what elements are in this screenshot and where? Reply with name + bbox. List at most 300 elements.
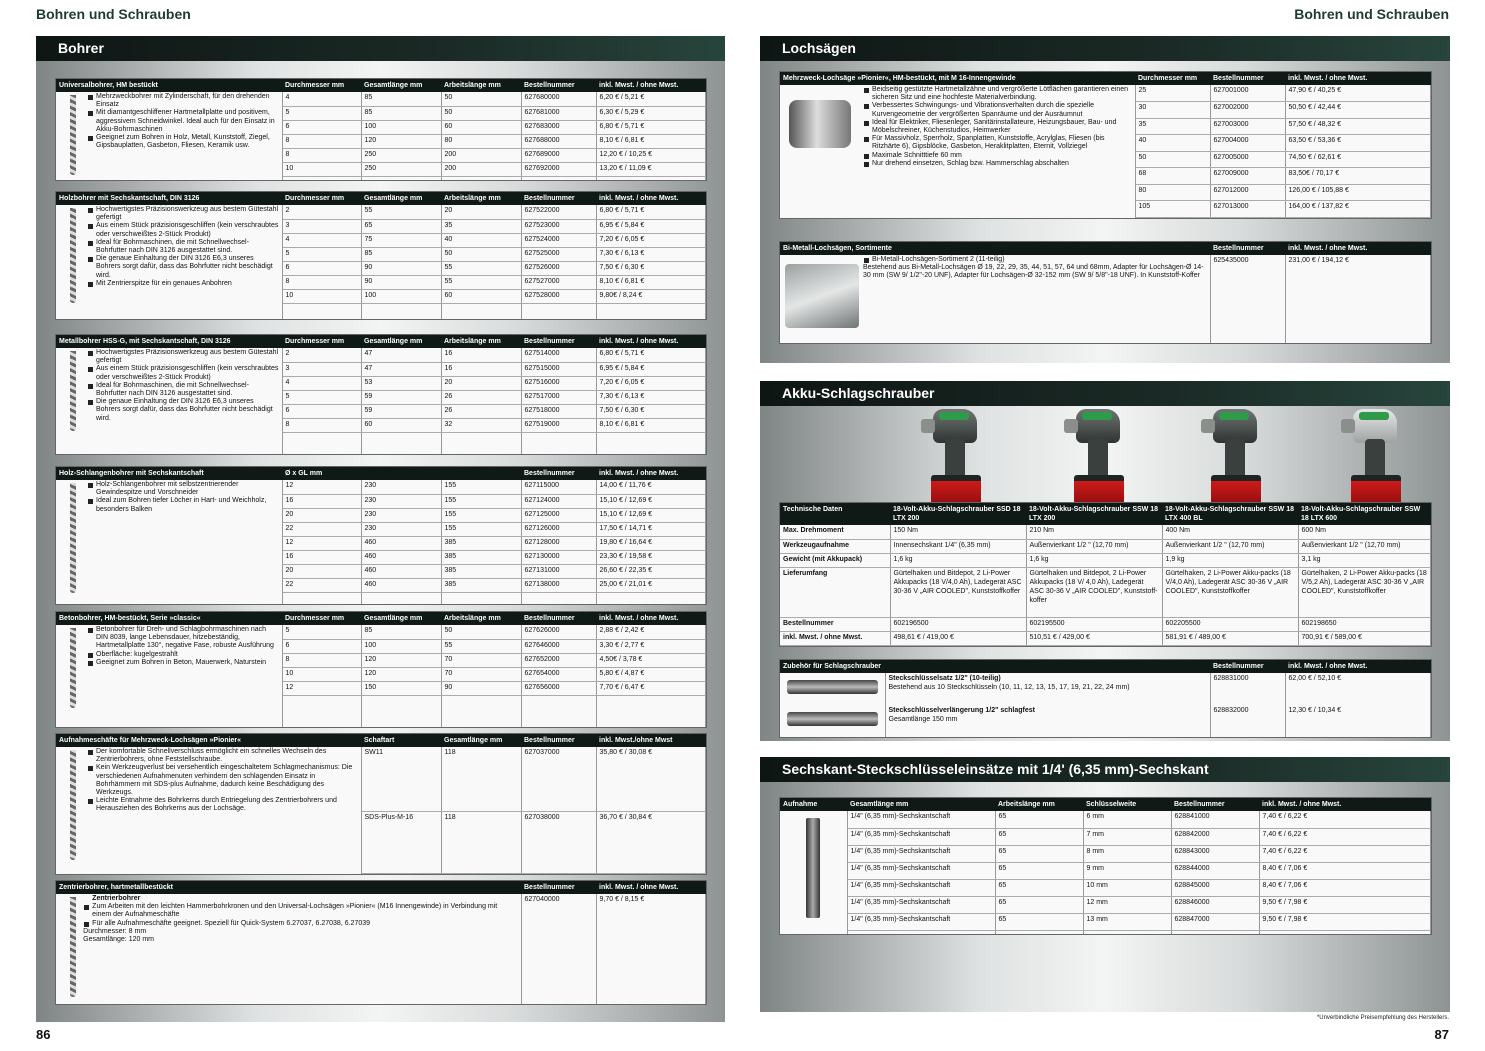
table-cell: 628845000 — [1171, 879, 1259, 896]
table-cell: 627126000 — [521, 522, 596, 536]
filler-cell — [282, 176, 361, 180]
table-cell: 118 — [441, 811, 521, 873]
table-cell: 4,50€ / 3,78 € — [596, 653, 706, 667]
table-cell: 627516000 — [521, 376, 596, 390]
table-row — [780, 631, 1431, 645]
filler-cell — [521, 592, 596, 604]
table-cell: 627002000 — [1210, 102, 1285, 119]
bullet-list — [87, 626, 279, 667]
table-cell: 65 — [995, 913, 1083, 930]
column-header: Mehrzweck-Lochsäge »Pionier«, HM-bestückt, mit M 16-Innengewinde — [780, 72, 1135, 85]
table-cell: 3,30 € / 2,77 € — [596, 639, 706, 653]
column-header: inkl. Mwst. / ohne Mwst. — [1285, 660, 1431, 673]
table-cell: 627526000 — [521, 261, 596, 275]
bullet-item: Mit diamantgeschliffener Hartmetallplatte und positivem, aggressivem Schneidwinkel. Ideal auch für den Einsatz in Akku-Bohrmaschinen — [87, 109, 279, 134]
column-header: Schaftart — [361, 734, 441, 747]
table-cell: 7,30 € / 6,13 € — [596, 390, 706, 404]
table-row — [780, 705, 1431, 737]
table-cell: 13,20 € / 11,09 € — [596, 162, 706, 176]
table-universalbohrer — [55, 78, 707, 181]
table-cell: 250 — [361, 162, 441, 176]
table-cell: 7,50 € / 6,30 € — [596, 404, 706, 418]
table-cell: 47,90 € / 40,25 € — [1285, 85, 1431, 102]
table-cell: 12 — [282, 681, 361, 695]
table-cell: 13 mm — [1083, 913, 1171, 930]
bullet-item: Aus einem Stück präzisionsgeschliffen (kein verschraubtes oder verschweißtes 2-Stück Produkt) — [87, 365, 279, 381]
spec-value: 510,51 € / 429,00 € — [1026, 631, 1162, 645]
bullet-item: Ideal für Bohrmaschinen, die mit Schnellwechsel-Bohrfutter nach DIN 3126 ausgestattet sind. — [87, 382, 279, 398]
table-cell: 7,50 € / 6,30 € — [596, 261, 706, 275]
product-description — [56, 205, 282, 319]
product-description — [56, 92, 282, 180]
bullet-list — [87, 481, 279, 514]
table-cell: 15,10 € / 12,69 € — [596, 494, 706, 508]
column-header: Bestellnummer — [1210, 72, 1285, 85]
table-cell: 80 — [1135, 184, 1210, 201]
table-cell: 627652000 — [521, 653, 596, 667]
table-cell: 625435000 — [1210, 255, 1285, 343]
table-cell: 7,70 € / 6,47 € — [596, 681, 706, 695]
bullet-item: Ideal für Bohrmaschinen, die mit Schnellwechsel-Bohrfutter nach DIN 3126 ausgestattet sind. — [87, 239, 279, 255]
filler-cell — [596, 592, 706, 604]
table-cell: 8 — [282, 653, 361, 667]
column-header: Arbeitslänge mm — [995, 798, 1083, 811]
column-header: Gesamtlänge mm — [361, 612, 441, 625]
table-cell: 5 — [282, 106, 361, 120]
table-cell: 8,40 € / 7,06 € — [1259, 879, 1431, 896]
table-cell: 627005000 — [1210, 151, 1285, 168]
table-cell: 4 — [282, 92, 361, 106]
table-cell: 627009000 — [1210, 168, 1285, 185]
table-cell: 627518000 — [521, 404, 596, 418]
bullet-item: Mehrzweckbohrer mit Zylinderschaft, für den drehenden Einsatz — [87, 93, 279, 109]
product-description — [780, 85, 1135, 217]
table-cell: 35,80 € / 30,08 € — [596, 747, 706, 811]
table-cell: 20 — [441, 376, 521, 390]
table-cell: 59 — [361, 404, 441, 418]
table-cell: 68 — [1135, 168, 1210, 185]
spec-value: 602195500 — [1026, 617, 1162, 631]
description-wrap — [59, 206, 279, 288]
table-cell: 6,30 € / 5,29 € — [596, 106, 706, 120]
section-title-bohrer: Bohrer — [36, 36, 725, 61]
column-header — [361, 467, 441, 480]
table-cell: 22 — [282, 578, 361, 592]
bullet-item: Geeignet zum Bohren in Holz, Metall, Kunststoff, Ziegel, Gipsbauplatten, Gasbeton, Fliesen, Keramik usw. — [87, 134, 279, 150]
table-cell: 7,20 € / 6,05 € — [596, 376, 706, 390]
table-cell: 9,70 € / 8,15 € — [596, 894, 706, 1004]
table-cell: 627125000 — [521, 508, 596, 522]
table-cell: 70 — [441, 667, 521, 681]
column-header: Arbeitslänge mm — [441, 79, 521, 92]
column-header: Durchmesser mm — [282, 79, 361, 92]
spec-value: 150 Nm — [890, 525, 1026, 539]
description-wrap — [783, 256, 1207, 336]
drill-shape — [70, 351, 76, 431]
spec-value: 602205500 — [1162, 617, 1298, 631]
left-page-number: 86 — [36, 1027, 51, 1042]
accessory-image — [780, 705, 885, 737]
table-cell: 460 — [361, 536, 441, 550]
filler-cell — [361, 176, 441, 180]
spec-value: 602196500 — [890, 617, 1026, 631]
kit-contents: Bestehend aus Bi-Metall-Lochsägen Ø 19, 22, 29, 35, 44, 51, 57, 64 und 68mm, Adapter für Lochsägen-Ø 14-30 mm (SW 9/ 1/2"-20 UNF), Adapter für Lochsägen-Ø 32-152 mm (SW 9/ 5/8"-18 UNF). In Kunststoff-Koffer — [863, 264, 1204, 280]
filler-cell — [847, 930, 995, 934]
column-header: inkl. Mwst. / ohne Mwst. — [596, 881, 706, 894]
drill-shape — [70, 750, 76, 860]
table-cell: 385 — [441, 550, 521, 564]
spec-line: Durchmesser: 8 mm — [83, 927, 147, 935]
table-cell: 385 — [441, 536, 521, 550]
table-cell: 85 — [361, 92, 441, 106]
table-metallbohrer — [55, 334, 707, 455]
table-cell: 6,80 € / 5,71 € — [596, 348, 706, 362]
spec-value: 1,6 kg — [1026, 553, 1162, 567]
bullet-item: Nur drehend einsetzen, Schlag bzw. Hammerschlag abschalten — [863, 160, 1132, 168]
column-header: Metallbohrer HSS-G, mit Sechskantschaft, DIN 3126 — [56, 335, 282, 348]
table-row — [56, 205, 706, 219]
table-cell: 10 — [282, 162, 361, 176]
table-cell: 85 — [361, 625, 441, 639]
table-cell: 155 — [441, 508, 521, 522]
spec-value: Außenvierkant 1/2 " (12,70 mm) — [1162, 539, 1298, 553]
spec-value: 1,9 kg — [1162, 553, 1298, 567]
table-row — [780, 828, 1431, 845]
table-cell: 100 — [361, 120, 441, 134]
section-title-lochsaegen: Lochsägen — [760, 36, 1450, 61]
table-cell: 8 mm — [1083, 845, 1171, 862]
table-cell: 1/4" (6,35 mm)-Sechskantschaft — [847, 896, 995, 913]
socket-shape — [806, 818, 820, 918]
table-cell: 20 — [441, 205, 521, 219]
bullet-list — [87, 748, 358, 814]
table-row — [56, 92, 706, 106]
product-description — [56, 348, 282, 454]
table-cell: 12 — [282, 480, 361, 494]
table-cell: 7 mm — [1083, 828, 1171, 845]
bullet-item: Holz-Schlangenbohrer mit selbstzentrierender Gewindespitze und Vorschneider — [87, 481, 279, 497]
table-cell: 627013000 — [1210, 201, 1285, 218]
drill-shape — [70, 95, 76, 175]
product-title: Zentrierbohrer — [92, 895, 141, 902]
table-cell: 230 — [361, 480, 441, 494]
table-cell: 60 — [361, 418, 441, 432]
column-header: Gesamtlänge mm — [361, 192, 441, 205]
column-header: Betonbohrer, HM-bestückt, Serie »classic« — [56, 612, 282, 625]
filler-cell — [282, 432, 361, 454]
bullet-item: Ideal für Elektriker, Fliesenleger, Sanitärinstallateure, Heizungsbauer, Bau- und Möbelschreiner, Küchenstudios, Heimwerker — [863, 119, 1132, 135]
filler-cell — [361, 303, 441, 319]
table-cell: 230 — [361, 494, 441, 508]
column-header: 18-Volt-Akku-Schlagschrauber SSW 18 LTX 600 — [1298, 503, 1431, 525]
table-cell: 8,10 € / 6,81 € — [596, 418, 706, 432]
hole-saw-kit-image — [783, 256, 863, 336]
table-lochsaegen — [779, 71, 1432, 219]
description-wrap — [59, 748, 358, 814]
table-cell: 65 — [995, 896, 1083, 913]
spec-value: Gürtelhaken und Bitdepot, 2 Li-Power Akkupacks (18 V/ 4,0 Ah), Ladegerät ASC 30-36 V „AIR COOLED", Kunststoff-koffer — [1026, 567, 1162, 617]
table-cell: 6,80 € / 5,71 € — [596, 205, 706, 219]
spec-value: Außenvierkant 1/2 " (12,70 mm) — [1026, 539, 1162, 553]
table-cell: 65 — [995, 828, 1083, 845]
product-description — [56, 894, 521, 1004]
table-cell: 6 — [282, 639, 361, 653]
table-cell: 8,10 € / 6,81 € — [596, 275, 706, 289]
table-cell: 80 — [441, 134, 521, 148]
filler-cell — [596, 303, 706, 319]
table-cell: 200 — [441, 162, 521, 176]
table-cell: 2 — [282, 348, 361, 362]
drill-bit-image — [59, 93, 87, 150]
column-header: Schlüsselweite — [1083, 798, 1171, 811]
table-cell: 5 — [282, 247, 361, 261]
table-cell: 90 — [361, 261, 441, 275]
filler-row — [780, 930, 1431, 934]
table-cell: 22 — [282, 522, 361, 536]
table-cell: 23,30 € / 19,58 € — [596, 550, 706, 564]
table-cell: 628841000 — [1171, 811, 1259, 828]
drill-shape — [70, 208, 76, 303]
table-cell: 8,10 € / 6,81 € — [596, 134, 706, 148]
table-cell: 627646000 — [521, 639, 596, 653]
table-row — [780, 896, 1431, 913]
table-cell: 50 — [441, 92, 521, 106]
column-header: Ø x GL mm — [282, 467, 361, 480]
table-cell: 50 — [441, 247, 521, 261]
spec-value: 498,61 € / 419,00 € — [890, 631, 1026, 645]
table-cell: 627003000 — [1210, 118, 1285, 135]
table-cell: 627528000 — [521, 289, 596, 303]
description-wrap — [59, 626, 279, 667]
right-page-header: Bohren und Schrauben — [1294, 6, 1449, 22]
table-cell: 12 — [282, 536, 361, 550]
accessory-title: Steckschlüsselverlängerung 1/2" schlagfest — [888, 707, 1035, 714]
spec-label: Max. Drehmoment — [780, 525, 890, 539]
table-cell: SDS-Plus-M-16 — [361, 811, 441, 873]
column-header: inkl. Mwst. / ohne Mwst. — [596, 335, 706, 348]
table-cell: 12,20 € / 10,25 € — [596, 148, 706, 162]
hole-saw-image — [783, 86, 863, 168]
table-betonbohrer — [55, 611, 707, 728]
filler-cell — [521, 432, 596, 454]
table-cell: 8 — [282, 275, 361, 289]
product-description — [780, 255, 1210, 343]
table-cell: 231,00 € / 194,12 € — [1285, 255, 1431, 343]
filler-cell — [521, 695, 596, 727]
table-cell: 70 — [441, 653, 521, 667]
table-cell: 9 mm — [1083, 862, 1171, 879]
table-cell: 32 — [441, 418, 521, 432]
table-cell: 5 — [282, 625, 361, 639]
spec-value: 602198650 — [1298, 617, 1431, 631]
table-cell: 628843000 — [1171, 845, 1259, 862]
table-cell: 25 — [1135, 85, 1210, 102]
filler-cell — [441, 176, 521, 180]
column-header: Bestellnummer — [1210, 242, 1285, 255]
table-schlangenbohrer — [55, 466, 707, 605]
drill-bit-image — [59, 626, 87, 667]
spec-label: inkl. Mwst. / ohne Mwst. — [780, 631, 890, 645]
table-cell: 6 — [282, 120, 361, 134]
table-cell: 627527000 — [521, 275, 596, 289]
table-cell: 627522000 — [521, 205, 596, 219]
table-cell: 6,95 € / 5,84 € — [596, 362, 706, 376]
bullet-item: Beidseitig gestützte Hartmetallzähne und vergrößerte Lötflächen garantieren einen sicheren Sitz und eine hochfeste Materialverbindung. — [863, 86, 1132, 102]
bullet-item: Hochwertigstes Präzisionswerkzeug aus bestem Gütestahl gefertigt — [87, 349, 279, 365]
table-cell: 1/4" (6,35 mm)-Sechskantschaft — [847, 879, 995, 896]
accessory-title: Steckschlüsselsatz 1/2" (10-teilig) — [888, 675, 1001, 682]
table-cell: 10 mm — [1083, 879, 1171, 896]
column-header: inkl. Mwst. / ohne Mwst. — [596, 612, 706, 625]
column-header: inkl. Mwst. / ohne Mwst. — [596, 467, 706, 480]
drill-shape — [70, 897, 76, 997]
table-cell: 6,20 € / 5,21 € — [596, 92, 706, 106]
kit-case-shape — [785, 264, 859, 328]
table-cell: SW11 — [361, 747, 441, 811]
table-cell: 627138000 — [521, 578, 596, 592]
column-header: Bestellnummer — [521, 192, 596, 205]
table-cell: 460 — [361, 564, 441, 578]
table-row — [56, 894, 706, 1004]
description-wrap — [59, 349, 279, 423]
bullet-item: Kein Werkzeugverlust bei versehentlich eingeschaltetem Schlagmechanismus: Die verschiedenen Aufnahmenuten verhindern den schlagenden Einsatz in Bohrhämmern mit SDS-plus Aufnahme, dadurch keine Beschädigung des Werkzeugs. — [87, 764, 358, 797]
accessory-detail: Gesamtlänge 150 mm — [888, 716, 958, 723]
table-cell: 26 — [441, 390, 521, 404]
table-row — [780, 862, 1431, 879]
table-cell: 47 — [361, 348, 441, 362]
spec-value: 1,6 kg — [890, 553, 1026, 567]
table-cell: 55 — [361, 205, 441, 219]
table-cell: 40 — [441, 233, 521, 247]
table-cell: 155 — [441, 480, 521, 494]
table-akku-schlagschrauber — [779, 502, 1432, 647]
product-description — [56, 747, 361, 873]
column-header: Durchmesser mm — [282, 335, 361, 348]
spec-value: 210 Nm — [1026, 525, 1162, 539]
table-cell: 14,00 € / 11,76 € — [596, 480, 706, 494]
table-cell: 25,00 € / 21,01 € — [596, 578, 706, 592]
table-cell: 75 — [361, 233, 441, 247]
product-description — [56, 625, 282, 727]
table-cell: 9,50 € / 7,98 € — [1259, 896, 1431, 913]
column-header: Aufnahme — [780, 798, 847, 811]
table-cell: 83,50€ / 70,17 € — [1285, 168, 1431, 185]
table-cell: 627124000 — [521, 494, 596, 508]
table-cell: 4 — [282, 376, 361, 390]
column-header: Holzbohrer mit Sechskantschaft, DIN 3126 — [56, 192, 282, 205]
table-row — [780, 539, 1431, 553]
spec-line: Gesamtlänge: 120 mm — [83, 936, 154, 944]
table-cell: 7,30 € / 6,13 € — [596, 247, 706, 261]
table-cell: 627004000 — [1210, 135, 1285, 152]
table-cell: 17,50 € / 14,71 € — [596, 522, 706, 536]
table-cell: 627128000 — [521, 536, 596, 550]
bullet-item: Mit Zentrierspitze für ein genaues Anbohren — [87, 280, 279, 288]
drill-bit-image — [59, 895, 83, 944]
table-cell: 19,80 € / 16,64 € — [596, 536, 706, 550]
spec-value: Gürtelhaken und Bitdepot, 2 Li-Power Akkupacks (18 V/4,0 Ah), Ladegerät ASC 30-36 V „AIR COOLED", Kunststoffkoffer — [890, 567, 1026, 617]
table-row — [56, 348, 706, 362]
bullet-list — [863, 86, 1132, 168]
column-header — [441, 467, 521, 480]
filler-cell — [1171, 930, 1259, 934]
table-cell: 627130000 — [521, 550, 596, 564]
column-header: Bestellnummer — [521, 467, 596, 480]
column-header: 18-Volt-Akku-Schlagschrauber SSW 18 LTX 400 BL — [1162, 503, 1298, 525]
table-row — [780, 673, 1431, 705]
table-cell: 385 — [441, 564, 521, 578]
bullet-item: Der komfortable Schnellverschluss ermöglicht ein schnelles Wechseln des Zentrierbohrers, ohne Feststellschraube. — [87, 748, 358, 764]
column-header: inkl. Mwst. / ohne Mwst. — [1259, 798, 1431, 811]
table-cell: 65 — [995, 811, 1083, 828]
table-sechskant — [779, 797, 1432, 935]
bullet-list — [87, 349, 279, 423]
filler-cell — [361, 695, 441, 727]
table-cell: 5,80 € / 4,87 € — [596, 667, 706, 681]
table-cell: 65 — [995, 879, 1083, 896]
table-row — [780, 553, 1431, 567]
table-zentrierbohrer — [55, 880, 707, 1005]
spec-label: Bestellnummer — [780, 617, 890, 631]
table-cell: 126,00 € / 105,88 € — [1285, 184, 1431, 201]
accessory-detail: Bestehend aus 10 Steckschlüsseln (10, 11, 12, 13, 15, 17, 19, 21, 22, 24 mm) — [888, 684, 1130, 691]
table-cell: 628844000 — [1171, 862, 1259, 879]
table-cell: 2,88 € / 2,42 € — [596, 625, 706, 639]
table-cell: 1/4" (6,35 mm)-Sechskantschaft — [847, 845, 995, 862]
table-cell: 627115000 — [521, 480, 596, 494]
column-header: inkl. Mwst. / ohne Mwst. — [596, 79, 706, 92]
bullet-item: Die genaue Einhaltung der DIN 3126 E6,3 unseres Bohrers sorgt dafür, dass das Bohrfutter nicht beschädigt wird. — [87, 398, 279, 423]
table-cell: 35 — [441, 219, 521, 233]
table-cell: 85 — [361, 106, 441, 120]
bullet-item: Ideal zum Bohren tiefer Löcher in Hart- und Weichholz, besonders Balken — [87, 497, 279, 513]
column-header: Durchmesser mm — [282, 612, 361, 625]
table-zubehoer — [779, 659, 1432, 738]
table-cell: 628846000 — [1171, 896, 1259, 913]
table-cell: 1/4" (6,35 mm)-Sechskantschaft — [847, 828, 995, 845]
table-cell: 627689000 — [521, 148, 596, 162]
column-header: Zubehör für Schlagschrauber — [780, 660, 1210, 673]
column-header: Gesamtlänge mm — [847, 798, 995, 811]
table-cell: 36,70 € / 30,84 € — [596, 811, 706, 873]
table-cell: 10 — [282, 667, 361, 681]
column-header: Durchmesser mm — [1135, 72, 1210, 85]
filler-cell — [1259, 930, 1431, 934]
column-header: Bestellnummer — [521, 79, 596, 92]
table-cell: 85 — [361, 247, 441, 261]
table-cell: 16 — [282, 494, 361, 508]
column-header: 18-Volt-Akku-Schlagschrauber SSW 18 LTX 200 — [1026, 503, 1162, 525]
table-cell: 59 — [361, 390, 441, 404]
table-cell: 7,40 € / 6,22 € — [1259, 828, 1431, 845]
table-cell: 3 — [282, 362, 361, 376]
table-row — [780, 879, 1431, 896]
table-cell: 30 — [1135, 102, 1210, 119]
table-cell: 627514000 — [521, 348, 596, 362]
right-page-number: 87 — [1434, 1027, 1449, 1042]
table-cell: 74,50 € / 62,61 € — [1285, 151, 1431, 168]
table-cell: 12,30 € / 10,34 € — [1285, 705, 1431, 737]
spec-value: Außenvierkant 1/2 " (12,70 mm) — [1298, 539, 1431, 553]
table-cell: 627131000 — [521, 564, 596, 578]
table-cell: 16 — [441, 348, 521, 362]
table-cell: 164,00 € / 137,82 € — [1285, 201, 1431, 218]
column-header: Arbeitslänge mm — [441, 612, 521, 625]
table-cell: 627683000 — [521, 120, 596, 134]
filler-cell — [596, 695, 706, 727]
column-header: Holz-Schlangenbohrer mit Sechskantschaft — [56, 467, 282, 480]
table-cell: 8,40 € / 7,06 € — [1259, 862, 1431, 879]
